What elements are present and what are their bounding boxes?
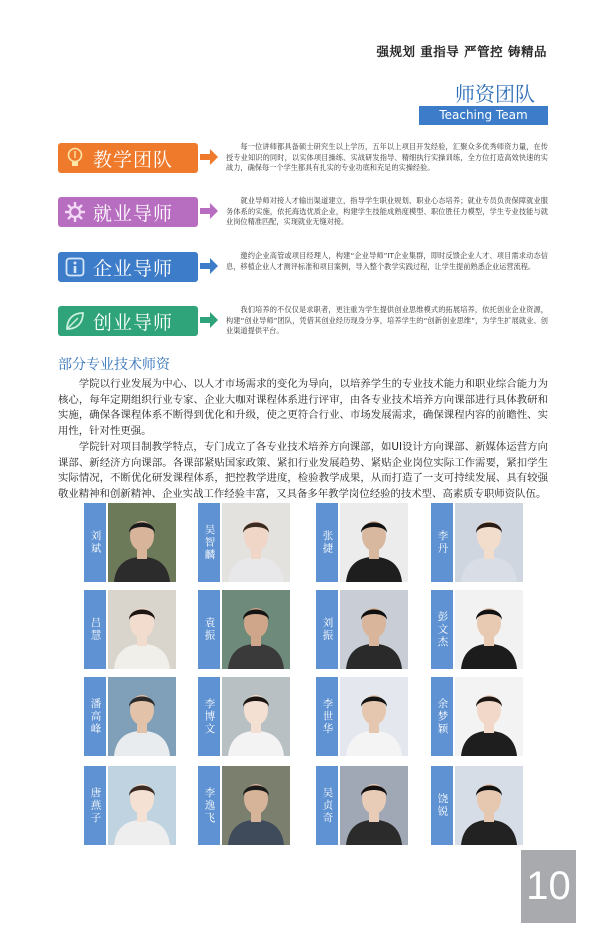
teacher-card [316,677,408,756]
section-subtitle: Teaching Team [419,106,548,125]
team-badge [58,252,198,282]
team-label: 就业导师 [93,202,174,225]
teacher-name: 余梦颖 [436,697,449,736]
teacher-card [198,590,290,669]
teacher-name: 李世华 [321,697,334,736]
team-description: 每一位讲师都具备硕士研究生以上学历，五年以上项目开发经验，汇聚众多优秀师资力量，在传授专业知识的同时，以实体项目操练、实战研发指导、精细执行实操训练，全方位打造高效快速的实战力，确保每一个学生都具有扎实的专业功底和充足的实操经验。 [226,142,548,172]
teacher-name-bar [198,677,220,756]
teacher-name-bar [84,766,106,845]
teacher-photo [108,677,176,756]
teacher-name: 潘高峰 [89,697,102,736]
section-title: 师资团队 [455,82,535,106]
header-slogan: 强规划 重指导 严管控 铸精品 [376,44,547,59]
teacher-name: 吴贞奇 [321,786,334,825]
teacher-photo [222,677,290,756]
teacher-photo [222,503,290,582]
arrow-right-icon [200,257,218,275]
teacher-photo [222,766,290,845]
teacher-photo [455,677,523,756]
team-badge [58,306,198,336]
team-row-startup [58,305,548,345]
teacher-card [84,677,176,756]
team-row-career [58,196,548,236]
teacher-photo [340,590,408,669]
teacher-name: 吕慧 [89,617,102,642]
teacher-name: 彭文杰 [436,610,449,649]
teacher-card [198,677,290,756]
teacher-photo [455,766,523,845]
leaf-icon [61,308,89,334]
teacher-photo [340,503,408,582]
teacher-photo [108,590,176,669]
teacher-card [198,503,290,582]
teacher-name: 吴智麟 [203,523,216,562]
arrow-right-icon [200,202,218,220]
teacher-name-bar [198,766,220,845]
team-badge [58,197,198,227]
faculty-heading: 部分专业技术师资 [58,357,170,373]
teacher-photo [340,677,408,756]
faculty-paragraph-1: 学院以行业发展为中心、以人才市场需求的变化为导向，以培养学生的专业技术能力和职业综合能力为核心，每年定期组织行业专家、企业大咖对课程体系进行评审，由各专业技术培养方向课部进行具体教研和实施，确保各课程体系不断得到优化和升级，使之更符合行业、市场发展需求，确保课程内容的前瞻性、实用性，针对性更强。 [58,378,548,437]
teacher-card [431,677,523,756]
page-number: 10 [521,850,576,923]
arrow-right-icon [200,311,218,329]
teacher-name: 李博文 [203,697,216,736]
teacher-name-bar [84,503,106,582]
teacher-card [84,590,176,669]
teacher-name-bar [84,590,106,669]
teacher-name: 李逸飞 [203,786,216,825]
teacher-photo [455,590,523,669]
teacher-name-bar [431,766,453,845]
team-label: 企业导师 [93,257,174,280]
teacher-name-bar [431,590,453,669]
teacher-card [198,766,290,845]
teacher-name-bar [198,503,220,582]
team-description: 就业导师对接人才输出渠道建立，指导学生职业规划、职业心态培养；就业专员负责保障就业服务体系的实施，依托海选优质企业，构建学生技能成熟度模型、职位胜任力模型，学生专业技能与就业岗位精准匹配，实现就业无缝对接。 [226,196,548,226]
team-row-teaching [58,142,548,182]
team-description: 邀约企业高管或项目经理人，构建“企业导师”IT企业集群，即时反馈企业人才、项目需求动态信息，移植企业人才测评标准和项目案例，导入整个教学实践过程，让学生提前熟悉企业运营流程。 [226,251,548,271]
arrow-right-icon [200,148,218,166]
teacher-photo [455,503,523,582]
teacher-card [431,503,523,582]
teacher-card [316,590,408,669]
lightbulb-icon [61,145,89,171]
teacher-card [431,590,523,669]
faculty-paragraph-2: 学院针对项目制教学特点，专门成立了各专业技术培养方向课部，如UI设计方向课部、新媒体运营方向课部、新经济方向课部。各课部紧贴国家政策、紧扣行业发展趋势、紧贴企业岗位实际工作需要，紧扣学生实际情况，不断优化研发课程体系，把控教学进度，检验教学成果，从而打造了一支可持续发展、具有较强敬业精神和创新精神、企业实战工作经验丰富，又具备多年教学岗位经验的技术型、高素质专职师资队伍。 [58,441,548,500]
team-row-enterprise [58,251,548,291]
teacher-name: 李丹 [436,530,449,555]
gear-icon [61,199,89,225]
teacher-card [316,503,408,582]
teacher-card [84,766,176,845]
info-icon [61,254,89,280]
teacher-name-bar [316,677,338,756]
teacher-name-bar [84,677,106,756]
teacher-name-bar [316,503,338,582]
teacher-name: 张捷 [321,530,334,555]
teacher-card [431,766,523,845]
teacher-name-bar [198,590,220,669]
teacher-photo [222,590,290,669]
teacher-photo [340,766,408,845]
teacher-photo [108,503,176,582]
teacher-photo [108,766,176,845]
teacher-card [316,766,408,845]
team-label: 教学团队 [93,148,174,171]
teacher-name: 袁振 [203,617,216,642]
teacher-name-bar [431,677,453,756]
team-description: 我们培养的不仅仅是求职者，更注重为学生提供创业思维模式的拓展培养，依托创业企业资源，构建“创业导师”团队，凭借其创业经历现身分享，培养学生的“创新创业思维”，为学生扩展就业、创业渠道提供平台。 [226,305,548,335]
teacher-name: 刘振 [321,617,334,642]
teacher-card [84,503,176,582]
team-badge [58,143,198,173]
teacher-name-bar [316,590,338,669]
teacher-name: 饶锐 [436,793,449,818]
teacher-name-bar [316,766,338,845]
teacher-name: 唐燕子 [89,786,102,825]
teacher-name: 刘斌 [89,530,102,555]
teacher-name-bar [431,503,453,582]
team-label: 创业导师 [93,311,174,334]
